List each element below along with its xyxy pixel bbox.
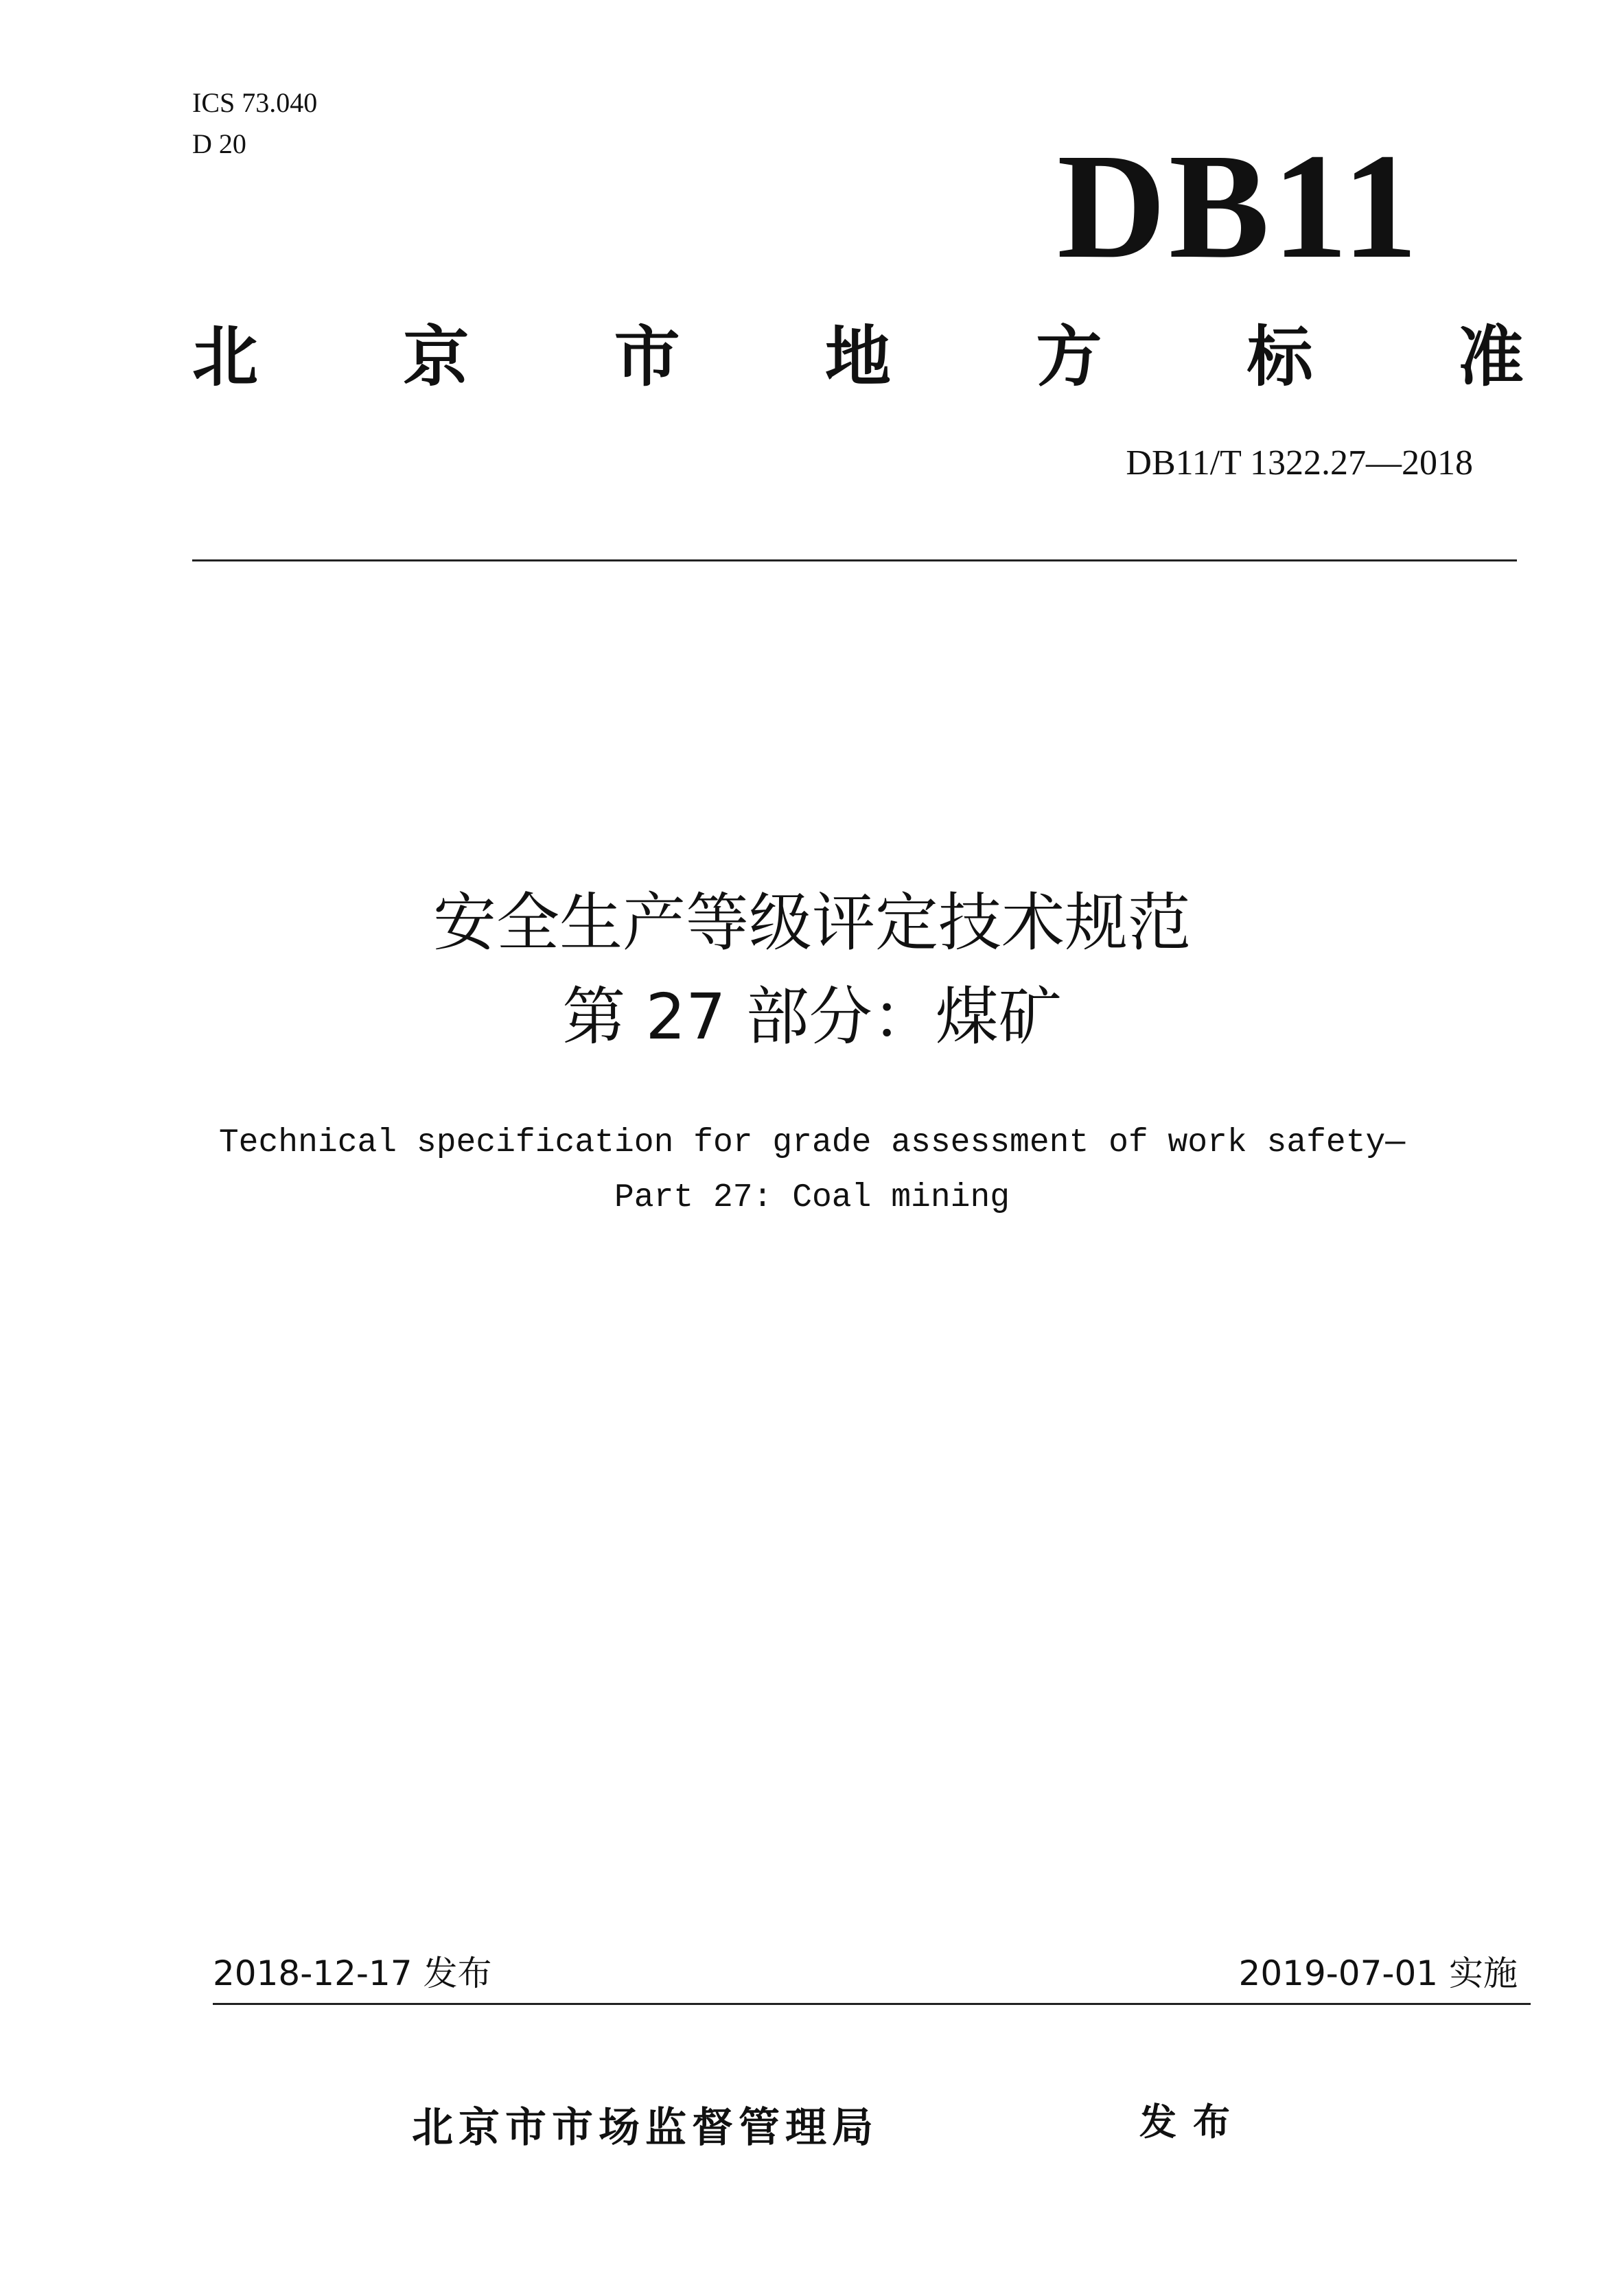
issue-date: 2018-12-17 发布	[213, 1953, 492, 1993]
standard-type-char: 准	[1457, 318, 1524, 395]
standard-type-char: 京	[403, 318, 469, 395]
header-divider	[192, 559, 1517, 561]
standard-type-title	[192, 312, 1524, 402]
implementation-date: 2019-07-01 实施	[1238, 1953, 1518, 1993]
standard-type-char: 地	[824, 318, 891, 395]
standard-type-char: 市	[614, 318, 680, 395]
publisher-name: 北京市市场监督管理局	[412, 2104, 879, 2152]
standard-type-char: 北	[192, 318, 258, 395]
english-title-line-1: Technical specification for grade assessment of work safety—	[218, 1124, 1406, 1161]
publish-label: 发布	[1139, 2100, 1246, 2144]
classification-code: D 20	[192, 128, 246, 159]
footer-divider	[213, 2003, 1531, 2005]
english-title-line-2: Part 27: Coal mining	[614, 1179, 1010, 1216]
db11-logo: DB11	[1057, 122, 1421, 290]
standard-type-char: 方	[1036, 318, 1102, 395]
chinese-title-line-1: 安全生产等级评定技术规范	[432, 886, 1191, 960]
ics-code: ICS 73.040	[192, 87, 318, 118]
standard-type-char: 标	[1246, 318, 1313, 395]
standard-number: DB11/T 1322.27—2018	[1126, 443, 1473, 483]
chinese-title-line-2: 第 27 部分：煤矿	[562, 980, 1062, 1054]
